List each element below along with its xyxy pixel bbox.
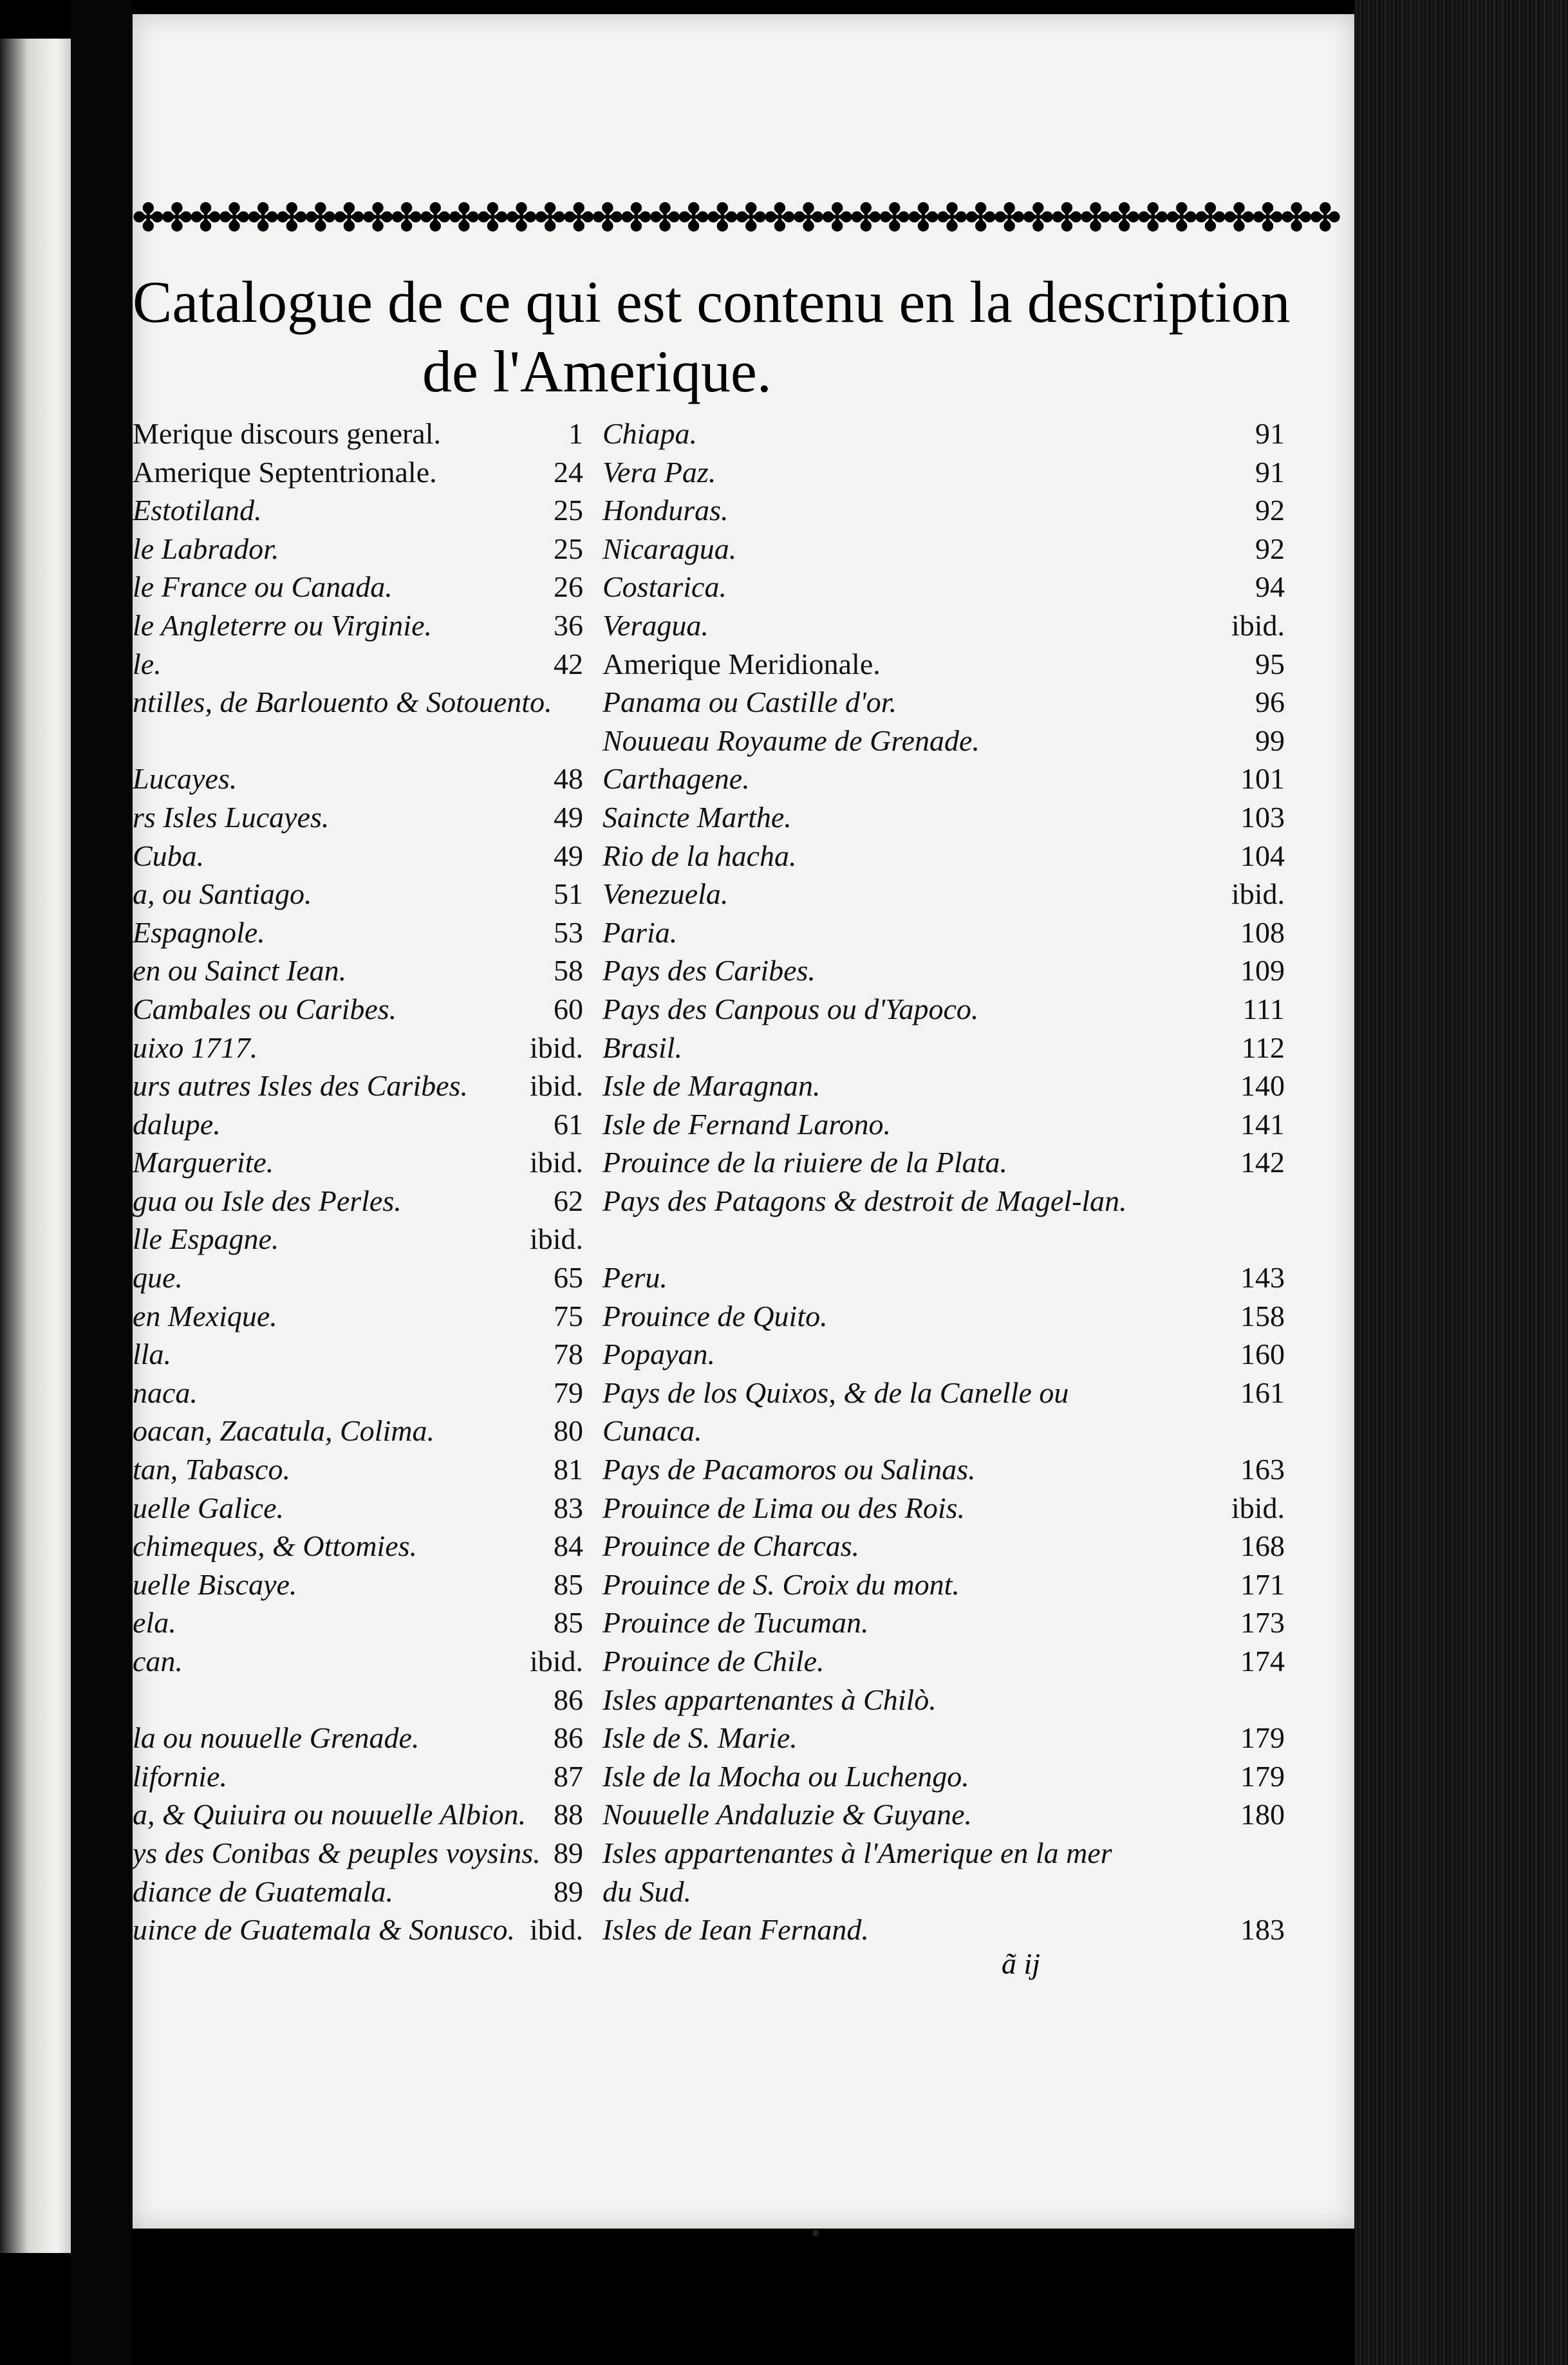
left-entry (133, 951, 583, 990)
entry-page: 49 (554, 800, 583, 834)
right-entry (602, 1603, 1285, 1642)
entry-title: Prouince de la riuiere de la Plata. (602, 1146, 1007, 1179)
entry-title: Pays des Canpous ou d'Yapoco. (602, 992, 979, 1025)
right-entry (602, 760, 1285, 798)
left-entry (133, 1911, 583, 1949)
entry-title: uince de Guatemala & Sonusco. (133, 1913, 516, 1947)
title-line-1: Catalogue de ce qui est contenu en la description (133, 269, 1291, 335)
right-entry (602, 798, 1285, 837)
left-entry (133, 1143, 583, 1182)
entry-page: 86 (554, 1683, 583, 1716)
right-entry (602, 837, 1285, 875)
entry-title: Paria. (602, 915, 678, 949)
book-gutter (71, 0, 133, 2365)
left-entry (133, 606, 583, 645)
right-entry (602, 990, 1285, 1029)
entry-page: 58 (554, 954, 583, 987)
entry-page: 75 (554, 1299, 583, 1332)
entry-title: Cambales ou Caribes. (133, 992, 397, 1025)
entry-page: 96 (1255, 686, 1285, 719)
entry-page: 174 (1240, 1645, 1285, 1678)
right-entry (602, 1566, 1285, 1604)
right-entry (602, 683, 1285, 722)
entry-title: Honduras. (602, 494, 729, 527)
entry-page: 26 (554, 570, 583, 604)
left-entry (133, 683, 583, 722)
entry-title: Peru. (602, 1261, 667, 1295)
entry-page: 140 (1240, 1069, 1285, 1103)
entry-title: Rio de la hacha. (602, 839, 797, 872)
right-column (602, 415, 1285, 1949)
entry-page: 86 (554, 1721, 583, 1755)
entry-page: 173 (1240, 1606, 1285, 1640)
left-entry (133, 1642, 583, 1681)
entry-page: ibid. (529, 1031, 583, 1064)
right-entry (602, 568, 1285, 606)
entry-page: 25 (554, 532, 583, 565)
entry-title: uelle Biscaye. (133, 1567, 297, 1601)
entry-title: Nicaragua. (602, 532, 737, 565)
entry-title: lle Espagne. (133, 1222, 279, 1256)
entry-title: Estotiland. (133, 494, 262, 527)
entry-title: que. (133, 1261, 183, 1295)
entry-page: 89 (554, 1836, 583, 1869)
left-entry (133, 453, 583, 492)
entry-title: en ou Sainct Iean. (133, 954, 347, 987)
entry-page: 160 (1240, 1338, 1285, 1371)
entry-title: uelle Galice. (133, 1491, 285, 1524)
entry-page: 92 (1255, 494, 1285, 527)
left-entry (133, 568, 583, 606)
entry-page: 85 (554, 1606, 583, 1640)
entry-title: Isles de Iean Fernand. (602, 1913, 869, 1947)
entry-page: 36 (554, 608, 583, 642)
entry-title: Veragua. (602, 608, 709, 642)
right-entry (602, 1182, 1285, 1258)
right-entry (602, 645, 1285, 684)
left-entry (133, 875, 583, 913)
entry-page: 83 (554, 1491, 583, 1524)
entry-title: Prouince de Charcas. (602, 1529, 860, 1563)
entry-title: lifornie. (133, 1759, 227, 1793)
entry-page: 87 (554, 1759, 583, 1793)
left-entry (133, 1182, 583, 1220)
entry-page: 48 (554, 762, 583, 796)
entry-page: 51 (554, 877, 583, 911)
entry-page: 89 (554, 1874, 583, 1908)
entry-page: 92 (1255, 532, 1285, 565)
entry-title: Cuba. (133, 839, 205, 872)
left-entry (133, 1834, 583, 1873)
right-entry (602, 1335, 1285, 1374)
entry-page: 104 (1240, 839, 1285, 872)
entry-page: 25 (554, 494, 583, 527)
right-entry (602, 1143, 1285, 1182)
left-entry (133, 1719, 583, 1757)
entry-page: 109 (1240, 954, 1285, 987)
entry-title: Panama ou Castille d'or. (602, 686, 897, 719)
entry-page: 80 (554, 1414, 583, 1448)
left-entry (133, 1258, 583, 1297)
left-entry (133, 1527, 583, 1566)
left-entry (133, 798, 583, 837)
entry-page: 62 (554, 1184, 583, 1217)
entry-page: 24 (554, 455, 583, 489)
entry-title: Costarica. (602, 570, 727, 604)
right-entry (602, 1719, 1285, 1757)
entry-title: Carthagene. (602, 762, 750, 796)
entry-page: 168 (1240, 1529, 1285, 1563)
entry-title: a, & Quiuira ou nouuelle Albion. (133, 1798, 527, 1831)
right-entry (602, 1642, 1285, 1681)
right-entry (602, 1757, 1285, 1796)
entry-title: gua ou Isle des Perles. (133, 1184, 402, 1217)
entry-page: 84 (554, 1529, 583, 1563)
left-entry (133, 1297, 583, 1336)
entry-page: ibid. (1231, 1491, 1285, 1524)
right-entry (602, 1105, 1285, 1144)
entry-page: 112 (1241, 1031, 1285, 1064)
right-entry (602, 1067, 1285, 1105)
left-entry (133, 990, 583, 1029)
page (133, 14, 1354, 2229)
entry-title: le France ou Canada. (133, 570, 393, 604)
entry-page: 161 (1240, 1376, 1285, 1409)
entry-page: ibid. (1231, 877, 1285, 911)
entry-title: Amerique Meridionale. (602, 647, 881, 680)
right-entry (602, 606, 1285, 645)
entry-page: ibid. (529, 1222, 583, 1256)
entry-title: Nouueau Royaume de Grenade. (602, 724, 980, 757)
entry-title: chimeques, & Ottomies. (133, 1529, 418, 1563)
left-entry (133, 760, 583, 798)
entry-title: Pays des Patagons & destroit de Magel-lan. (602, 1184, 1127, 1217)
left-entry (133, 1412, 583, 1450)
entry-title: Pays de los Quixos, & de la Canelle ou Cunaca. (602, 1376, 1069, 1448)
left-entry (133, 722, 583, 760)
entry-title: Saincte Marthe. (602, 800, 792, 834)
entry-title: Isle de la Mocha ou Luchengo. (602, 1759, 969, 1793)
entry-page: 179 (1240, 1759, 1285, 1793)
entry-title: Lucayes. (133, 762, 238, 796)
entry-title: le Labrador. (133, 532, 279, 565)
entry-title: Nouuelle Andaluzie & Guyane. (602, 1798, 973, 1831)
entry-page: 163 (1240, 1453, 1285, 1486)
right-entry (602, 415, 1285, 453)
right-entry (602, 530, 1285, 568)
right-entry (602, 1527, 1285, 1566)
entry-title: a, ou Santiago. (133, 877, 312, 911)
entry-title: Isles appartenantes à Chilò. (602, 1683, 937, 1716)
left-entry (133, 530, 583, 568)
right-entry (602, 1489, 1285, 1528)
entry-title: tan, Tabasco. (133, 1453, 290, 1486)
page-stack-edge (1354, 0, 1568, 2365)
entry-page: 78 (554, 1338, 583, 1371)
left-entry (133, 645, 583, 684)
entry-title: la ou nouuelle Grenade. (133, 1721, 420, 1755)
entry-page: 49 (554, 839, 583, 872)
right-entry (602, 1450, 1285, 1489)
right-entry (602, 1374, 1285, 1450)
previous-page-edge (0, 39, 71, 2253)
left-entry (133, 1566, 583, 1604)
entry-page: 81 (554, 1453, 583, 1486)
entry-title: urs autres Isles des Caribes. (133, 1069, 468, 1103)
entry-page: 79 (554, 1376, 583, 1409)
right-entry (602, 913, 1285, 952)
entry-title: lla. (133, 1338, 172, 1371)
entry-title: Amerique Septentrionale. (133, 455, 437, 489)
title-line-2: de l'Amerique. (422, 339, 772, 404)
entry-page: 171 (1240, 1567, 1285, 1601)
entry-page: ibid. (529, 1645, 583, 1678)
entry-title: Prouince de Chile. (602, 1645, 825, 1678)
right-entry (602, 951, 1285, 990)
entry-page: 99 (1255, 724, 1285, 757)
entry-title: Isle de Fernand Larono. (602, 1107, 891, 1141)
left-entry (133, 837, 583, 875)
entry-page: ibid. (1231, 608, 1285, 642)
entry-title: Vera Paz. (602, 455, 716, 489)
entry-page: ibid. (529, 1069, 583, 1103)
entry-page: 53 (554, 915, 583, 949)
entry-title: Venezuela. (602, 877, 729, 911)
left-column (133, 415, 583, 1949)
entry-title: en Mexique. (133, 1299, 277, 1332)
entry-page: 101 (1240, 762, 1285, 796)
entry-page: 1 (568, 417, 583, 450)
left-entry (133, 1489, 583, 1528)
entry-page: ibid. (529, 1913, 583, 1947)
entry-title: Prouince de Quito. (602, 1299, 828, 1332)
entry-title: Prouince de Tucuman. (602, 1606, 869, 1640)
entry-title: dalupe. (133, 1107, 221, 1141)
entry-title: Isle de Maragnan. (602, 1069, 821, 1103)
entry-page: 60 (554, 992, 583, 1025)
entry-title: rs Isles Lucayes. (133, 800, 330, 834)
entry-title: Chiapa. (602, 417, 697, 450)
entry-page: 111 (1242, 992, 1285, 1025)
entry-title: diance de Guatemala. (133, 1874, 393, 1908)
entry-page: 179 (1240, 1721, 1285, 1755)
entry-title: Isle de S. Marie. (602, 1721, 798, 1755)
entry-page: 61 (554, 1107, 583, 1141)
entry-title: le Angleterre ou Virginie. (133, 608, 433, 642)
ornament-band: ✤✤✤✤✤✤✤✤✤✤✤✤✤✤✤✤✤✤✤✤✤✤✤✤✤✤✤✤✤✤✤✤✤✤✤✤✤✤✤✤✤✤ (133, 197, 1339, 239)
left-entry (133, 1374, 583, 1412)
entry-title: Brasil. (602, 1031, 682, 1064)
entry-page: 42 (554, 647, 583, 680)
entry-title: ys des Conibas & peuples voysins. (133, 1836, 541, 1869)
right-entry (602, 875, 1285, 913)
entry-title: Prouince de Lima ou des Rois. (602, 1491, 966, 1524)
signature-mark: ã ij (1002, 1947, 1041, 1980)
left-entry (133, 1873, 583, 1911)
left-entry (133, 913, 583, 952)
entry-page: 158 (1240, 1299, 1285, 1332)
right-entry (602, 1258, 1285, 1297)
left-entry (133, 491, 583, 530)
entry-page: 94 (1255, 570, 1285, 604)
right-entry (602, 491, 1285, 530)
right-entry (602, 453, 1285, 492)
right-entry (602, 1795, 1285, 1834)
left-entry (133, 1029, 583, 1067)
entry-title: Isles appartenantes à l'Amerique en la mer du Sud. (602, 1836, 1112, 1908)
left-entry (133, 1795, 583, 1834)
entry-page: 108 (1240, 915, 1285, 949)
right-entry (602, 1297, 1285, 1336)
right-entry (602, 1681, 1285, 1719)
entry-page: 88 (554, 1798, 583, 1831)
right-entry (602, 1029, 1285, 1067)
entry-title: ntilles, de Barlouento & Sotouento. (133, 686, 552, 719)
entry-page: 183 (1240, 1913, 1285, 1947)
left-entry (133, 415, 583, 453)
right-entry (602, 1911, 1285, 1949)
entry-page: ibid. (529, 1146, 583, 1179)
left-entry (133, 1681, 583, 1719)
ink-dot (812, 2230, 819, 2236)
entry-page: 91 (1255, 455, 1285, 489)
entry-title: uixo 1717. (133, 1031, 258, 1064)
entry-title: ela. (133, 1606, 176, 1640)
entry-title: naca. (133, 1376, 198, 1409)
entry-page: 143 (1240, 1261, 1285, 1295)
entry-title: Pays de Pacamoros ou Salinas. (602, 1453, 976, 1486)
entry-title: Espagnole. (133, 915, 265, 949)
entry-title: Pays des Caribes. (602, 954, 816, 987)
entry-page: 95 (1255, 647, 1285, 680)
entry-page: 65 (554, 1261, 583, 1295)
left-entry (133, 1603, 583, 1642)
right-entry (602, 722, 1285, 760)
entry-title: le. (133, 647, 162, 680)
entry-page: 142 (1240, 1146, 1285, 1179)
left-entry (133, 1335, 583, 1374)
entry-page: 180 (1240, 1798, 1285, 1831)
entry-title: can. (133, 1645, 183, 1678)
entry-page: 141 (1240, 1107, 1285, 1141)
entry-title: Marguerite. (133, 1146, 274, 1179)
entry-title: Popayan. (602, 1338, 716, 1371)
left-entry (133, 1450, 583, 1489)
entry-page: 85 (554, 1567, 583, 1601)
entry-title: oacan, Zacatula, Colima. (133, 1414, 434, 1448)
left-entry (133, 1105, 583, 1144)
entry-title: Prouince de S. Croix du mont. (602, 1567, 960, 1601)
left-entry (133, 1757, 583, 1796)
entry-title: Merique discours general. (133, 417, 442, 450)
entry-page: 91 (1255, 417, 1285, 450)
left-entry (133, 1067, 583, 1105)
right-entry (602, 1834, 1285, 1911)
left-entry (133, 1220, 583, 1258)
entry-page: 103 (1240, 800, 1285, 834)
